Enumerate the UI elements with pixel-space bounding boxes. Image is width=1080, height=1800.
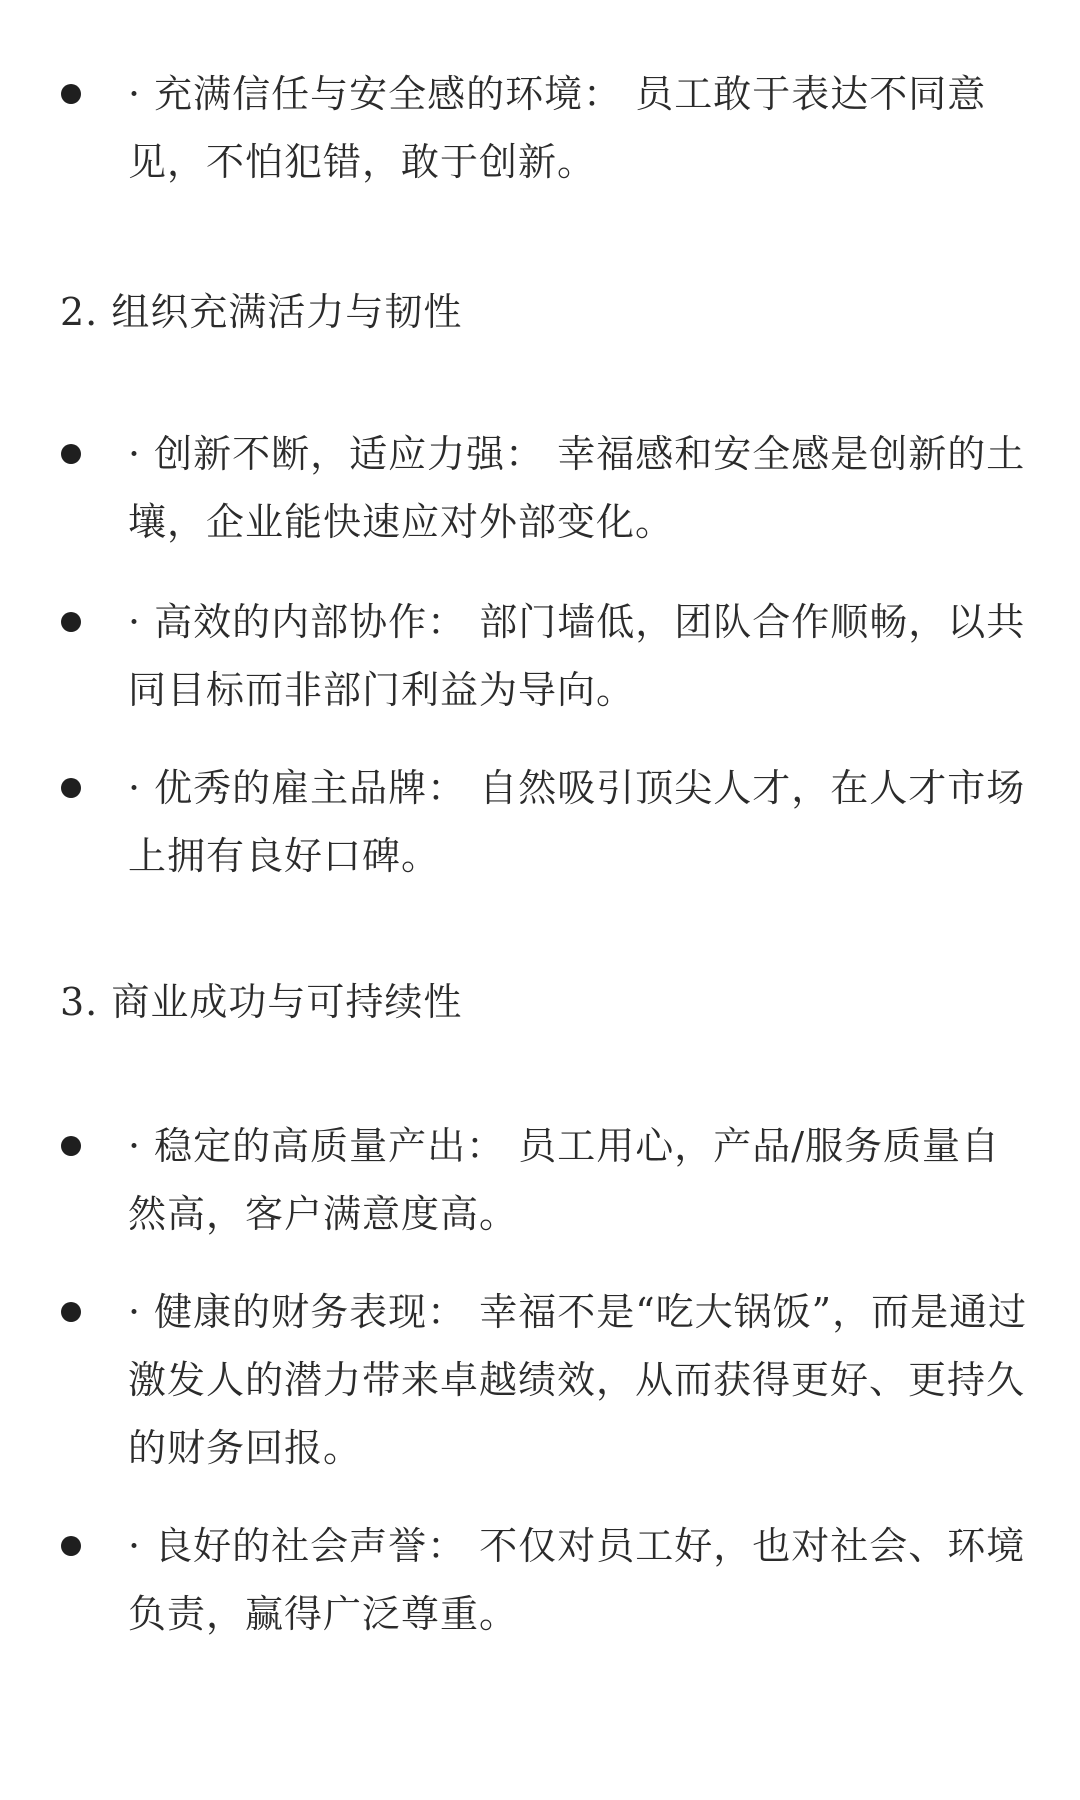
bullet-icon (61, 1136, 81, 1156)
section-heading: 3. 商业成功与可持续性 (60, 980, 463, 1024)
list-item-text: · 高效的内部协作： 部门墙低，团队合作顺畅，以共同目标而非部门利益为导向。 (128, 600, 1026, 712)
bullet-icon (61, 444, 81, 464)
list-item-text: · 健康的财务表现： 幸福不是“吃大锅饭”，而是通过激发人的潜力带来卓越绩效，从而获得更好、更持久的财务回报。 (128, 1290, 1028, 1470)
bullet-icon (61, 84, 81, 104)
bullet-icon (61, 1302, 81, 1322)
section-heading: 2. 组织充满活力与韧性 (60, 290, 463, 334)
list-item-text: · 充满信任与安全感的环境： 员工敢于表达不同意见，不怕犯错，敢于创新。 (128, 72, 987, 184)
bullet-icon (61, 612, 81, 632)
list-item-text: · 创新不断，适应力强： 幸福感和安全感是创新的土壤，企业能快速应对外部变化。 (128, 432, 1026, 544)
bullet-icon (61, 778, 81, 798)
list-item-text: · 稳定的高质量产出： 员工用心，产品/服务质量自然高，客户满意度高。 (128, 1124, 1001, 1236)
list-item-text: · 良好的社会声誉： 不仅对员工好，也对社会、环境负责，赢得广泛尊重。 (128, 1524, 1026, 1636)
bullet-icon (61, 1536, 81, 1556)
list-item-text: · 优秀的雇主品牌： 自然吸引顶尖人才，在人才市场上拥有良好口碑。 (128, 766, 1026, 878)
